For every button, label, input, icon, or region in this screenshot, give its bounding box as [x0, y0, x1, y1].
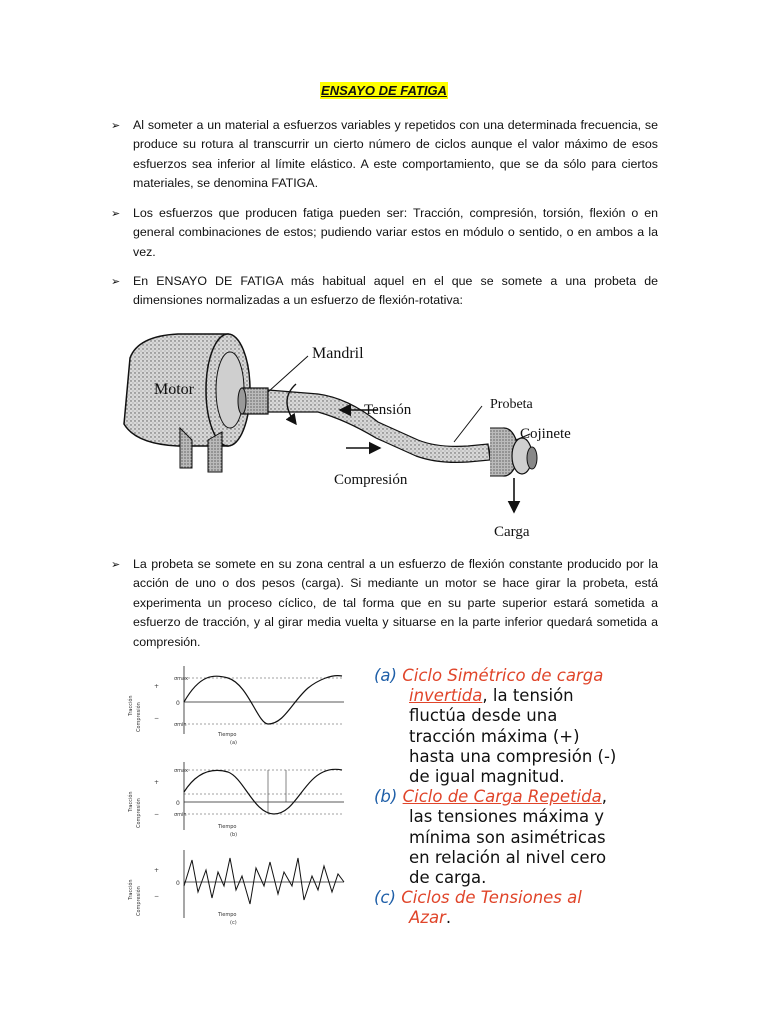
legend-c-line-2: [374, 908, 674, 928]
legend-a-line-2: [374, 686, 674, 706]
plot-b-label: (b): [230, 832, 238, 838]
paragraph-2: [111, 204, 658, 262]
legend-c-title: Ciclos de Tensiones al: [401, 888, 582, 908]
svg-text:−: −: [154, 893, 160, 900]
legend-b-comma: ,: [601, 787, 607, 807]
legend-a-line-1: [374, 666, 674, 686]
sigma-min-label: σmin: [174, 812, 187, 818]
specimen-shaft: [268, 390, 490, 462]
label-mandril: Mandril: [312, 345, 364, 362]
legend-a-desc-3: tracción máxima (+): [409, 726, 580, 746]
legend-b-desc-3: en relación al nivel cero: [409, 847, 607, 867]
label-probeta: Probeta: [490, 397, 533, 412]
label-tension: Tensión: [364, 402, 412, 418]
label-motor: Motor: [154, 381, 194, 398]
legend-c-period: .: [445, 908, 452, 928]
sigma-max-label: σmax: [174, 676, 189, 682]
zero-label: 0: [176, 880, 180, 887]
zero-label: 0: [176, 700, 180, 707]
traccion-label: Tracción: [128, 695, 134, 716]
stress-cycle-plots: [118, 662, 358, 930]
bullet-arrow-icon: ➢: [111, 276, 121, 288]
svg-text:−: −: [154, 811, 160, 818]
sigma-min-label: σmin: [174, 722, 187, 728]
paragraph-text: Los esfuerzos que producen fatiga pueden ser: Tracción, compresión, torsión, flexión o en general combinaciones de estos; pudiendo variar estos en módulo o sentido, o en ambos a la vez.: [133, 206, 658, 259]
legend-b-desc-1: las tensiones máxima y: [409, 807, 605, 827]
legend-c-tag: (c): [374, 888, 396, 908]
svg-text:+: +: [154, 779, 160, 786]
label-compresion: Compresión: [334, 472, 408, 488]
legend-b-desc-4: de carga.: [409, 868, 487, 888]
svg-text:+: +: [154, 867, 160, 874]
paragraph-4: [111, 555, 658, 652]
bullet-arrow-icon: ➢: [111, 120, 121, 132]
compresion-label: Compresión: [136, 798, 142, 828]
legend-b-desc-2: mínima son asimétricas: [409, 827, 606, 847]
legend-a-desc-2: fluctúa desde una: [409, 706, 558, 726]
paragraph-text: La probeta se somete en su zona central a un esfuerzo de flexión constante producido por la acción de uno o dos pesos (carga). Si mediante un motor se hace girar la probeta, está experimenta un proceso cíclico, de tal forma que en su parte superior estará sometida a esfuerzo de tracción, y al girar media vuelta y situarse en la parte inferior quedará sometida a compresión.: [133, 557, 658, 649]
legend-a-tag: (a): [374, 666, 397, 685]
plot-c-label: (c): [230, 920, 237, 926]
traccion-label: Tracción: [128, 879, 134, 900]
paragraph-text: Al someter a un material a esfuerzos variables y repetidos con una determinada frecuencia, se produce su rotura al transcurrir un cierto número de ciclos aunque el valor máximo de esos esfuerzos sea inferior al límite elástico. A este comportamiento, que se da sólo para ciertos materiales, se denomina FATIGA.: [133, 118, 658, 191]
legend-a-desc-4: hasta una compresión (-): [409, 746, 617, 766]
label-cojinete: Cojinete: [520, 426, 571, 442]
bullet-arrow-icon: ➢: [111, 559, 121, 571]
label-carga: Carga: [494, 524, 530, 540]
traccion-label: Tracción: [128, 791, 134, 812]
svg-text:−: −: [154, 715, 160, 722]
plot-b: [127, 762, 344, 838]
legend-c-line-1: [374, 888, 674, 908]
svg-text:+: +: [154, 683, 160, 690]
plot-a-label: (a): [230, 740, 237, 746]
title-text: ENSAYO DE FATIGA: [321, 83, 447, 98]
time-label: Tiempo: [218, 824, 237, 830]
zero-label: 0: [176, 800, 180, 807]
legend-a-title: Ciclo Simétrico de carga: [402, 666, 604, 685]
plot-c: [127, 850, 344, 926]
compresion-label: Compresión: [136, 702, 142, 732]
bullet-arrow-icon: ➢: [111, 208, 121, 220]
plot-a: [127, 666, 344, 746]
fatigue-machine-figure: [118, 328, 571, 543]
legend-b-line-1: [374, 787, 674, 807]
paragraph-3: [111, 272, 658, 311]
legend-a-desc-1: , la tensión: [482, 686, 574, 706]
sigma-max-label: σmax: [174, 768, 189, 774]
legend-b-title: Ciclo de Carga Repetida: [402, 787, 602, 807]
paragraph-1: [111, 116, 658, 194]
legend-a-title-2: invertida: [409, 686, 483, 706]
time-label: Tiempo: [218, 912, 237, 918]
document-title: [0, 82, 768, 100]
legend-c-title-2: Azar: [409, 908, 446, 928]
legend-b-tag: (b): [374, 787, 398, 807]
time-label: Tiempo: [218, 732, 237, 738]
cycle-legend: [374, 666, 674, 929]
legend-a-desc-5: de igual magnitud.: [409, 767, 565, 787]
compresion-label: Compresión: [136, 886, 142, 916]
paragraph-text: En ENSAYO DE FATIGA más habitual aquel en el que se somete a una probeta de dimensiones normalizadas a un esfuerzo de flexión-rotativa:: [133, 274, 658, 308]
